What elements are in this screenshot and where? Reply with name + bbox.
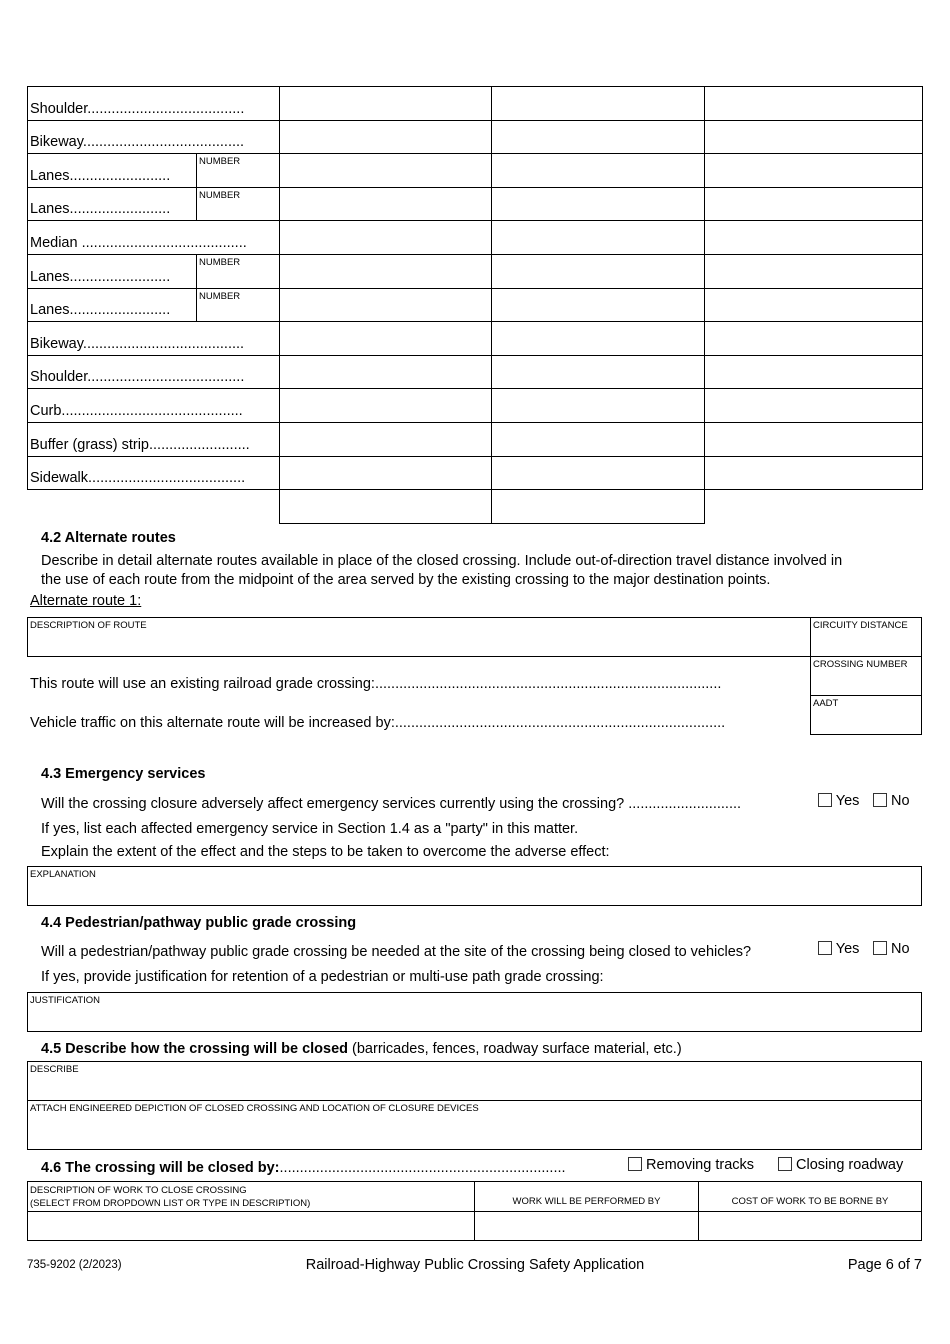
form-number: 735-9202 (2/2023) (27, 1259, 122, 1271)
road-value-cell-3[interactable] (704, 321, 923, 356)
road-value-cell-1[interactable] (279, 187, 492, 222)
road-row-label-cell (27, 422, 280, 457)
pedestrian-no-checkbox[interactable] (873, 941, 887, 955)
road-row-label-cell (27, 120, 280, 155)
pedestrian-no-option[interactable] (873, 941, 910, 957)
crossing-number-field[interactable] (810, 656, 922, 696)
cost-borne-by-field[interactable] (698, 1211, 922, 1241)
section-4-4-heading: 4.4 Pedestrian/pathway public grade crossing (41, 915, 357, 931)
route-description-field[interactable] (27, 617, 811, 657)
form-title: Railroad-Highway Public Crossing Safety Application (305, 1257, 645, 1273)
road-value-cell-1[interactable] (279, 220, 492, 255)
road-row-label-cell (27, 288, 280, 323)
road-value-cell-2[interactable] (491, 288, 705, 323)
justification-field[interactable] (27, 992, 922, 1032)
cost-borne-by-header-text: COST OF WORK TO BE BORNE BY (731, 1196, 889, 1207)
road-value-cell-2[interactable] (491, 422, 705, 457)
pedestrian-yes-checkbox[interactable] (818, 941, 832, 955)
road-value-cell-3[interactable] (704, 456, 923, 491)
road-row-label-cell (27, 254, 280, 289)
explanation-label: EXPLANATION (30, 869, 96, 880)
emergency-no-checkbox[interactable] (873, 793, 887, 807)
pedestrian-crossing-question: Will a pedestrian/pathway public grade crossing be needed at the site of the crossing being closed to vehicles? (41, 944, 752, 960)
section-4-6-heading: 4.6 The crossing will be closed by: (41, 1160, 280, 1176)
performed-by-header (474, 1181, 699, 1212)
lane-number-field[interactable] (196, 188, 280, 222)
road-value-cell-2[interactable] (491, 321, 705, 356)
road-value-cell-3[interactable] (704, 288, 923, 323)
road-value-cell-3[interactable] (704, 422, 923, 457)
aadt-field[interactable] (810, 695, 922, 735)
road-value-cell-1[interactable] (279, 456, 492, 491)
removing-tracks-option[interactable] (628, 1157, 754, 1173)
section-4-2-description-line1: Describe in detail alternate routes available in place of the closed crossing. Include out-of-direction travel distance involved in (41, 553, 843, 569)
lane-number-label: NUMBER (199, 290, 241, 302)
attach-depiction-field[interactable] (27, 1100, 922, 1150)
road-value-cell-2[interactable] (491, 220, 705, 255)
section-4-2-description-line2: the use of each route from the midpoint of the area served by the existing crossing to the major destination points. (41, 572, 771, 588)
road-row-label: Bikeway........................................ (30, 134, 245, 151)
road-row-label: Lanes......................... (30, 302, 171, 319)
performed-by-header-text: WORK WILL BE PERFORMED BY (512, 1196, 661, 1207)
emergency-yes-checkbox[interactable] (818, 793, 832, 807)
section-4-5-heading-note: (barricades, fences, roadway surface material, etc.) (348, 1041, 682, 1057)
road-row-label: Sidewalk....................................... (30, 470, 246, 487)
road-value-cell-2[interactable] (491, 153, 705, 188)
road-value-cell-1[interactable] (279, 254, 492, 289)
removing-tracks-label: Removing tracks (646, 1157, 755, 1173)
lane-number-field[interactable] (196, 255, 280, 289)
emergency-no-label: No (891, 793, 910, 809)
road-row-label: Shoulder....................................... (30, 369, 245, 386)
road-value-cell-1[interactable] (279, 388, 492, 423)
section-4-5-heading: 4.5 Describe how the crossing will be closed (41, 1041, 349, 1057)
road-value-cell-1[interactable] (279, 153, 492, 188)
section-4-3-heading: 4.3 Emergency services (41, 766, 206, 782)
performed-by-field[interactable] (474, 1211, 699, 1241)
road-value-cell-2[interactable] (491, 456, 705, 491)
emergency-no-option[interactable] (873, 793, 910, 809)
road-value-cell-2[interactable] (491, 254, 705, 289)
road-value-cell-3[interactable] (704, 86, 923, 121)
road-row-label: Bikeway........................................ (30, 335, 245, 352)
road-row-label-cell (27, 153, 280, 188)
work-description-header-text (30, 1184, 310, 1210)
emergency-yes-option[interactable] (818, 793, 859, 809)
road-row-label-cell (27, 456, 280, 491)
road-total-cell-2[interactable] (491, 489, 705, 524)
explanation-field[interactable] (27, 866, 922, 906)
road-value-cell-1[interactable] (279, 86, 492, 121)
road-value-cell-3[interactable] (704, 120, 923, 155)
section-4-6-heading-line (41, 1160, 628, 1176)
road-row-label: Lanes......................... (30, 167, 171, 184)
road-value-cell-3[interactable] (704, 254, 923, 289)
section-4-5-heading-line (41, 1041, 682, 1057)
road-value-cell-3[interactable] (704, 153, 923, 188)
road-total-cell-1[interactable] (279, 489, 492, 524)
lane-number-field[interactable] (196, 289, 280, 323)
lane-number-field[interactable] (196, 154, 280, 188)
road-value-cell-3[interactable] (704, 388, 923, 423)
circuity-distance-field[interactable] (810, 617, 922, 657)
aadt-label: AADT (813, 698, 839, 709)
crossing-number-label: CROSSING NUMBER (813, 659, 908, 670)
road-value-cell-3[interactable] (704, 187, 923, 222)
emergency-services-instruction: If yes, list each affected emergency service in Section 1.4 as a "party" in this matter. (41, 821, 579, 837)
work-description-header-line2: (SELECT FROM DROPDOWN LIST OR TYPE IN DESCRIPTION) (30, 1198, 311, 1209)
emergency-yes-label: Yes (835, 793, 860, 809)
alternate-route-1-label: Alternate route 1: (30, 593, 142, 609)
road-row-label-cell (27, 86, 280, 121)
road-row-label-cell (27, 355, 280, 390)
road-value-cell-1[interactable] (279, 288, 492, 323)
existing-crossing-question: This route will use an existing railroad grade crossing:...................................................................................... (30, 676, 722, 692)
describe-closure-label: DESCRIBE (30, 1064, 79, 1075)
emergency-effect-instruction: Explain the extent of the effect and the steps to be taken to overcome the adverse effect: (41, 844, 610, 860)
road-value-cell-1[interactable] (279, 321, 492, 356)
road-row-label-cell (27, 388, 280, 423)
justification-label: JUSTIFICATION (30, 995, 101, 1006)
road-row-label: Curb............................................. (30, 402, 243, 419)
route-description-label: DESCRIPTION OF ROUTE (30, 620, 147, 631)
pedestrian-no-label: No (891, 941, 910, 957)
closing-roadway-option[interactable] (778, 1157, 903, 1173)
traffic-increase-question: Vehicle traffic on this alternate route will be increased by:.................................................................................. (30, 715, 726, 731)
road-row-label-cell (27, 321, 280, 356)
pedestrian-yes-label: Yes (835, 941, 860, 957)
road-value-cell-2[interactable] (491, 187, 705, 222)
describe-closure-field[interactable] (27, 1061, 922, 1101)
road-row-label-cell (27, 220, 280, 255)
road-row-label: Lanes......................... (30, 268, 171, 285)
road-value-cell-1[interactable] (279, 120, 492, 155)
road-row-label-cell (27, 187, 280, 222)
section-4-2-heading: 4.2 Alternate routes (41, 530, 176, 546)
cost-borne-by-header (698, 1181, 922, 1212)
road-value-cell-2[interactable] (491, 86, 705, 121)
page-number: Page 6 of 7 (847, 1257, 922, 1273)
lane-number-label: NUMBER (199, 257, 241, 268)
road-value-cell-3[interactable] (704, 220, 923, 255)
removing-tracks-checkbox[interactable] (628, 1157, 642, 1171)
section-4-6-leader: ....................................................................... (279, 1160, 566, 1176)
road-row-label: Shoulder....................................... (30, 100, 245, 117)
road-row-label: Lanes......................... (30, 201, 171, 218)
work-description-header (27, 1181, 475, 1212)
justification-instruction: If yes, provide justification for retention of a pedestrian or multi-use path grade crossing: (41, 969, 604, 985)
lane-number-label: NUMBER (199, 189, 241, 201)
work-description-header-line1: DESCRIPTION OF WORK TO CLOSE CROSSING (30, 1185, 247, 1196)
pedestrian-yes-option[interactable] (818, 941, 859, 957)
road-value-cell-2[interactable] (491, 355, 705, 390)
road-row-label: Median ......................................... (30, 234, 247, 251)
circuity-distance-label: CIRCUITY DISTANCE (813, 620, 908, 631)
road-value-cell-2[interactable] (491, 120, 705, 155)
closing-roadway-label: Closing roadway (796, 1157, 904, 1173)
work-description-field[interactable] (27, 1211, 475, 1241)
attach-depiction-label: ATTACH ENGINEERED DEPICTION OF CLOSED CROSSING AND LOCATION OF CLOSURE DEVICES (30, 1103, 479, 1114)
closing-roadway-checkbox[interactable] (778, 1157, 792, 1171)
emergency-services-question: Will the crossing closure adversely affect emergency services currently using the crossing? ............................ (41, 796, 742, 812)
road-value-cell-1[interactable] (279, 355, 492, 390)
road-value-cell-2[interactable] (491, 388, 705, 423)
road-row-label: Buffer (grass) strip......................... (30, 436, 250, 453)
road-value-cell-1[interactable] (279, 422, 492, 457)
lane-number-label: NUMBER (199, 156, 241, 168)
road-value-cell-3[interactable] (704, 355, 923, 390)
